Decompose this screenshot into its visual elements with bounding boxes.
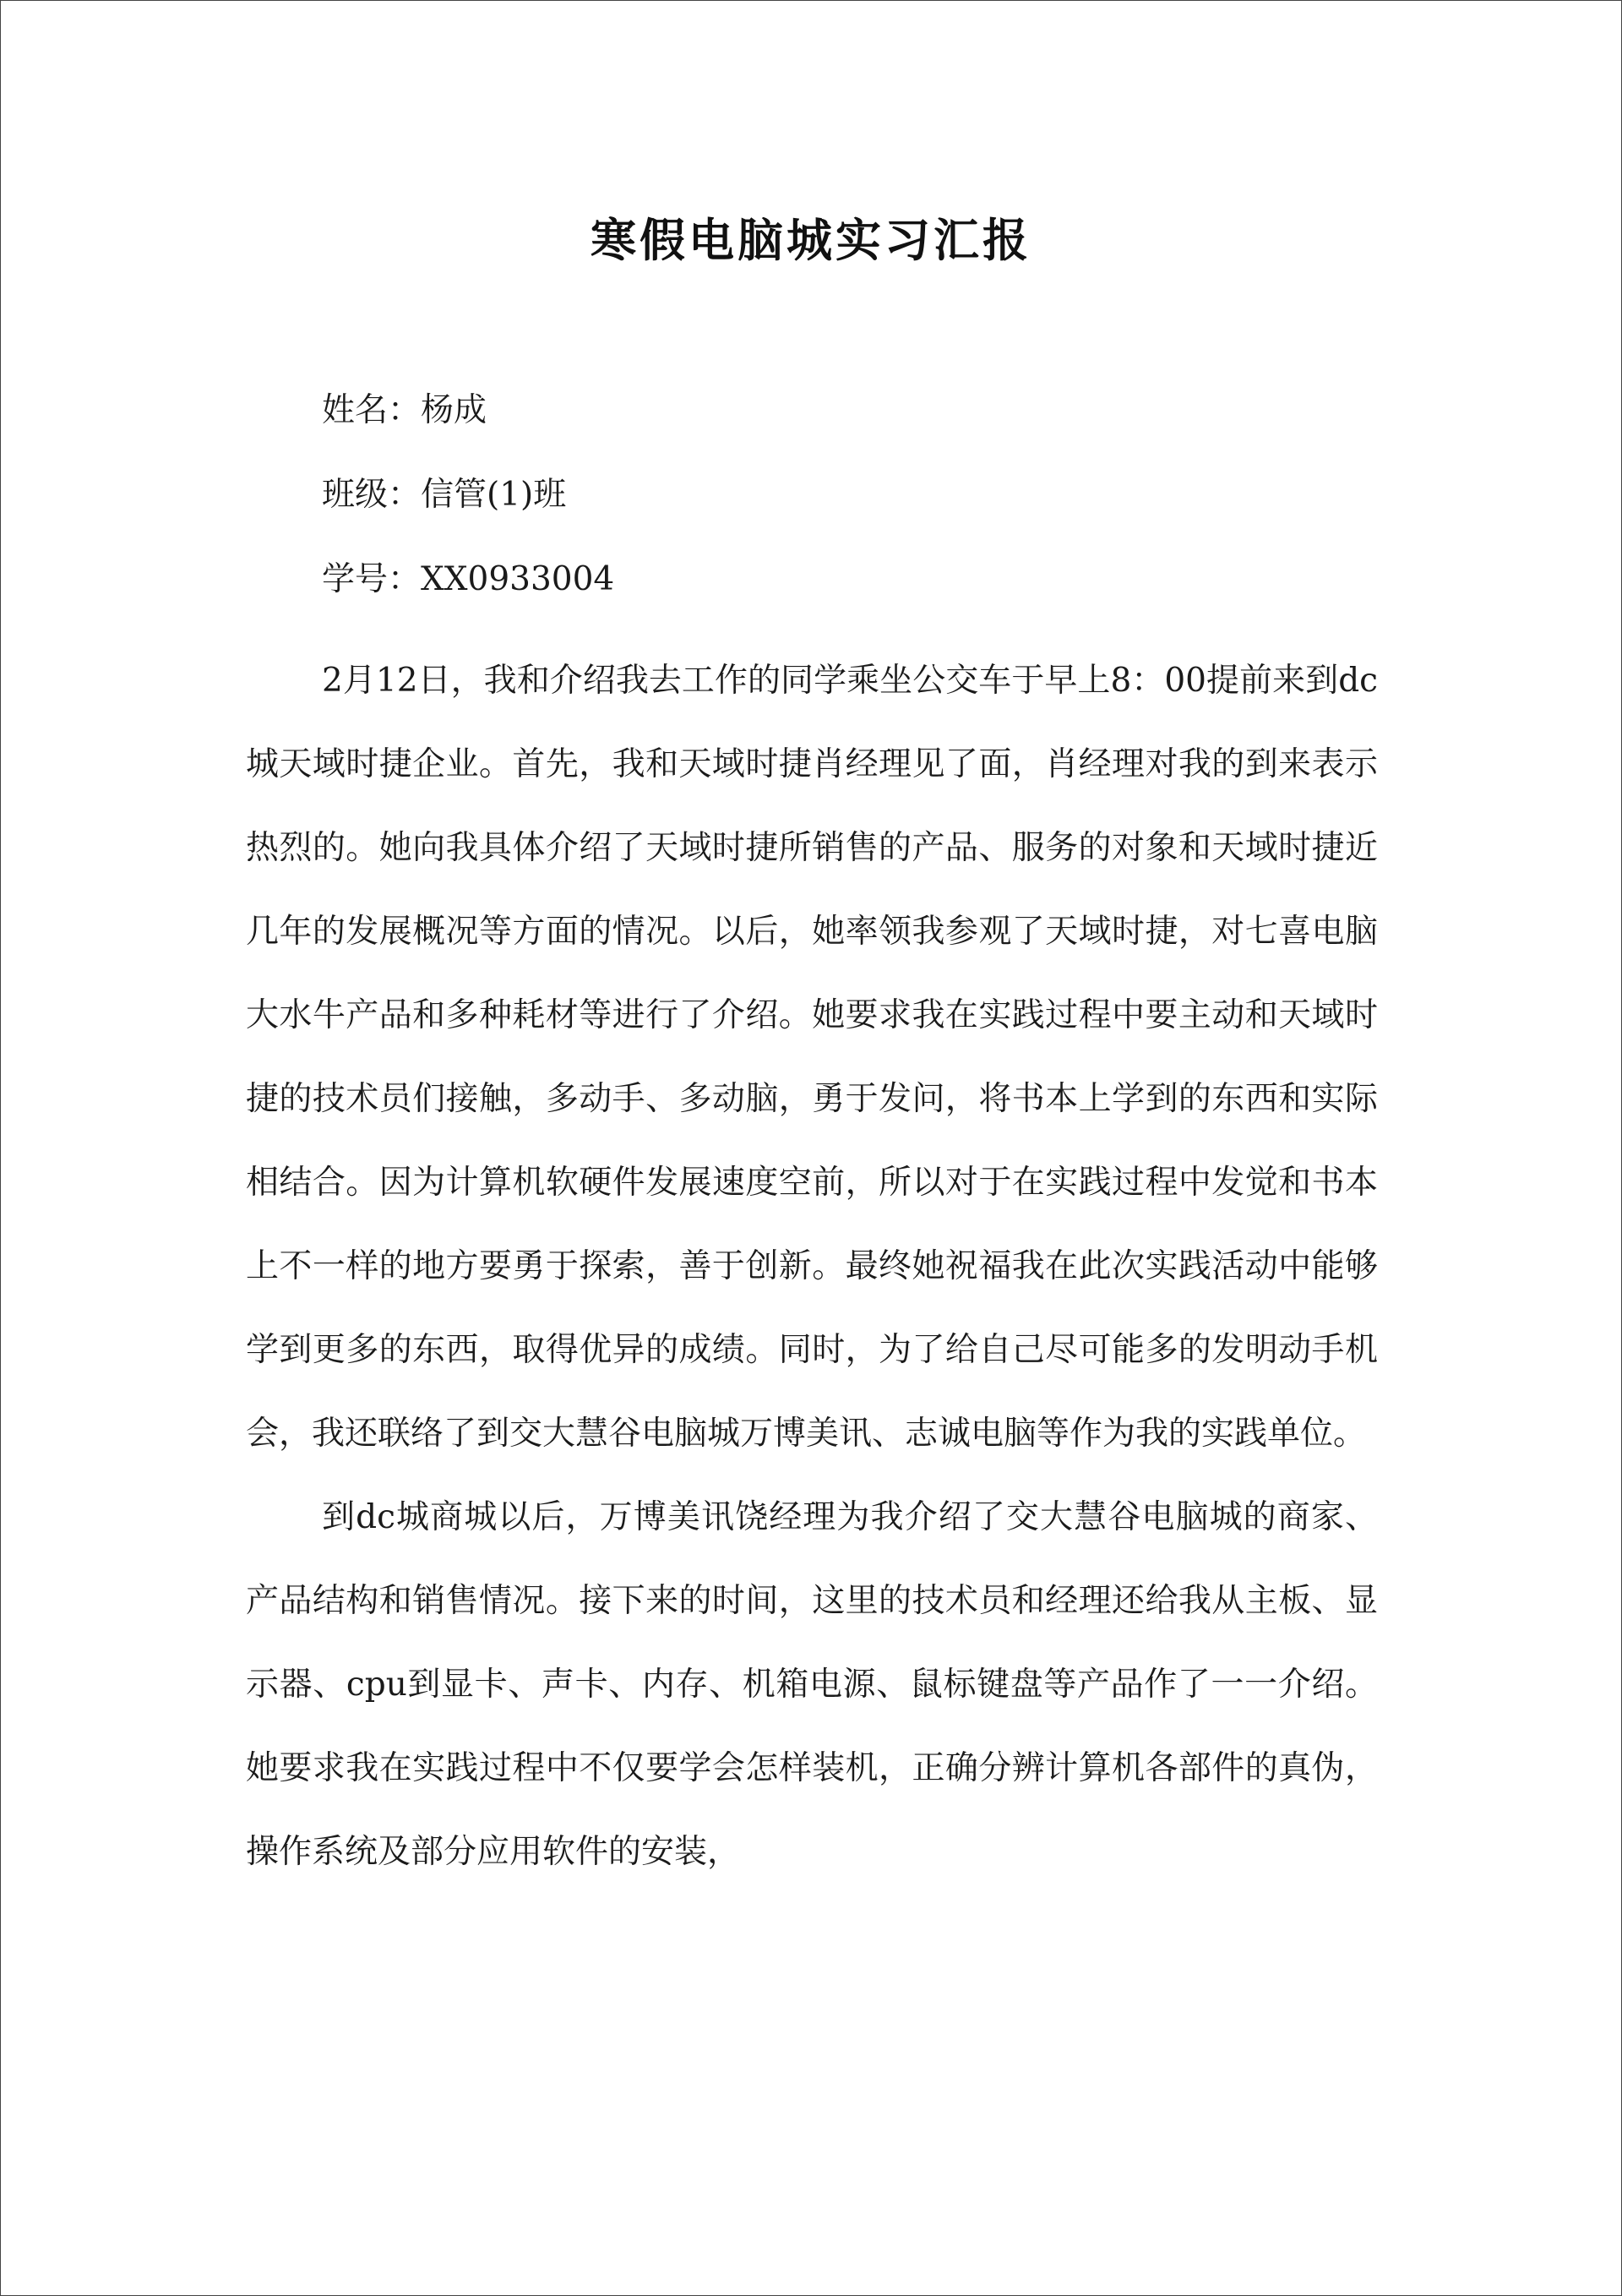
document-body — [246, 639, 1378, 1894]
student-name-line: 姓名：杨成 — [322, 391, 487, 429]
body-paragraph-2: 到dc城商城以后，万博美讯饶经理为我介绍了交大慧谷电脑城的商家、产品结构和销售情况。接下来的时间，这里的技术员和经理还给我从主板、显示器、cpu到显卡、声卡、内存、机箱电源、鼠标键盘等产品作了一一介绍。她要求我在实践过程中不仅要学会怎样装机，正确分辨计算机各部件的真伪，操作系统及部分应用软件的安装， — [246, 1498, 1378, 1871]
student-id-line: 学号：XX0933004 — [322, 560, 615, 598]
document-title: 寒假电脑城实习汇报 — [591, 213, 1031, 267]
student-class-line: 班级：信管(1)班 — [322, 476, 567, 514]
body-paragraph-1: 2月12日，我和介绍我去工作的同学乘坐公交车于早上8：00提前来到dc城天域时捷企业。首先，我和天域时捷肖经理见了面，肖经理对我的到来表示热烈的。她向我具体介绍了天域时捷所销售的产品、服务的对象和天域时捷近几年的发展概况等方面的情况。以后，她率领我参观了天域时捷，对七喜电脑大水牛产品和多种耗材等进行了介绍。她要求我在实践过程中要主动和天域时捷的技术员们接触，多动手、多动脑，勇于发问，将书本上学到的东西和实际相结合。因为计算机软硬件发展速度空前，所以对于在实践过程中发觉和书本上不一样的地方要勇于探索，善于创新。最终她祝福我在此次实践活动中能够学到更多的东西，取得优异的成绩。同时，为了给自己尽可能多的发明动手机会，我还联络了到交大慧谷电脑城万博美讯、志诚电脑等作为我的实践单位。 — [246, 662, 1378, 1453]
